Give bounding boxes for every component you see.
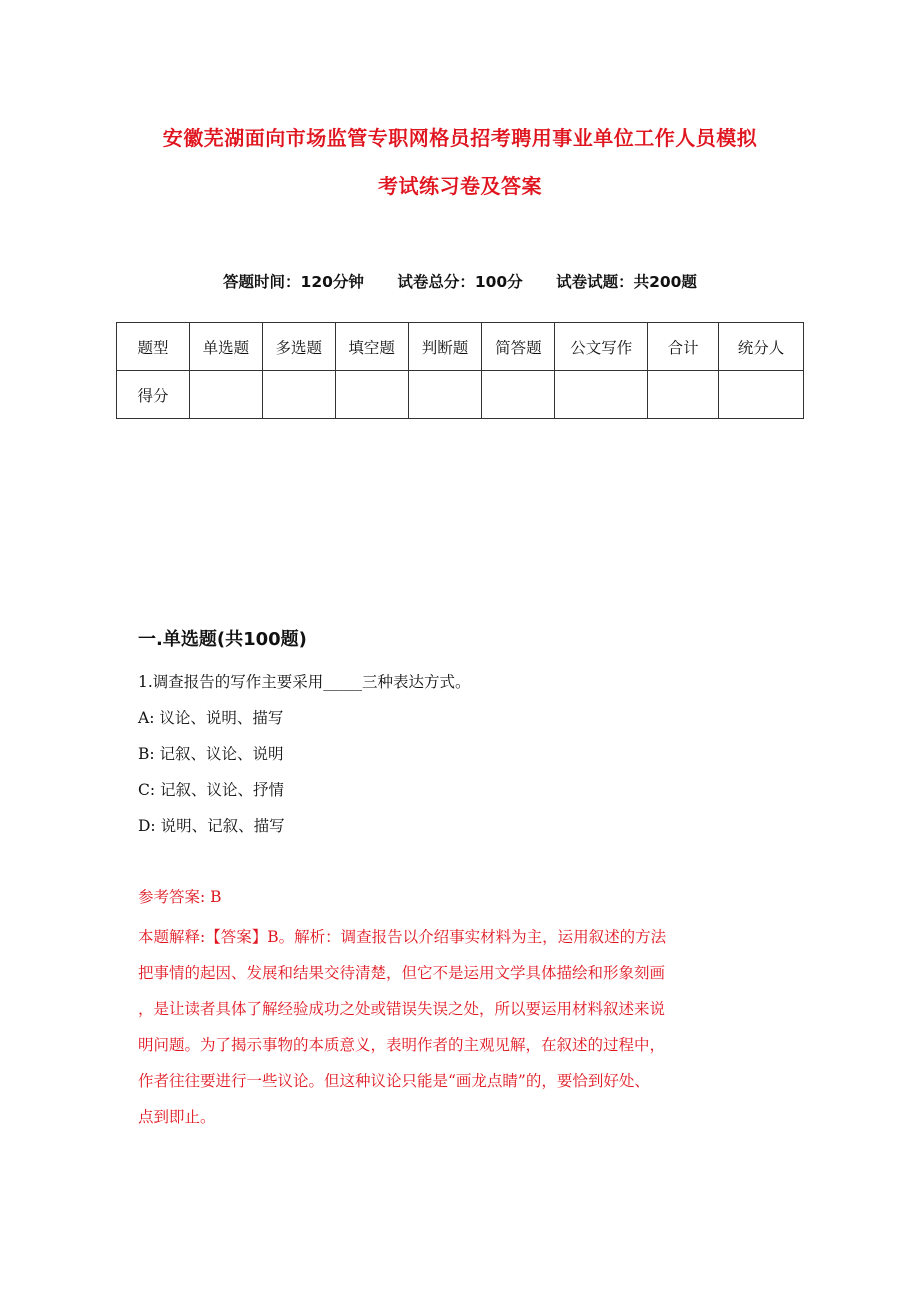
option-b: B: 记叙、议论、说明	[138, 745, 284, 763]
score-table-header-row	[117, 323, 804, 371]
explanation-line: 作者往往要进行一些议论。但这种议论只能是“画龙点睛”的，要恰到好处、	[138, 1072, 650, 1090]
score-cell	[719, 371, 804, 419]
question-stem: 1.调查报告的写作主要采用_____三种表达方式。	[138, 673, 471, 691]
score-cell	[335, 371, 408, 419]
answer-explanation	[138, 919, 788, 1135]
explanation-line: ，是让读者具体了解经验成功之处或错误失误之处，所以要运用材料叙述来说	[138, 1000, 666, 1018]
score-cell	[482, 371, 555, 419]
header-cell-type: 题型	[117, 323, 190, 371]
header-cell-multiple-choice: 多选题	[262, 323, 335, 371]
score-table	[116, 322, 804, 419]
score-cell	[189, 371, 262, 419]
header-cell-short-answer: 简答题	[482, 323, 555, 371]
explanation-line: 把事情的起因、发展和结果交待清楚，但它不是运用文学具体描绘和形象刻画	[138, 964, 666, 982]
explanation-line: 明问题。为了揭示事物的本质意义，表明作者的主观见解，在叙述的过程中，	[138, 1036, 666, 1054]
reference-answer: 参考答案: B	[138, 888, 222, 906]
header-cell-true-false: 判断题	[408, 323, 482, 371]
row-label-score: 得分	[117, 371, 190, 419]
score-cell	[648, 371, 719, 419]
section-title: 一.单选题(共100题)	[138, 629, 307, 650]
score-table-score-row	[117, 371, 804, 419]
option-a: A: 议论、说明、描写	[138, 709, 284, 727]
exam-time: 答题时间：120分钟	[223, 273, 364, 291]
exam-meta	[0, 270, 920, 292]
score-cell	[262, 371, 335, 419]
header-cell-total: 合计	[648, 323, 719, 371]
header-cell-scorer: 统分人	[719, 323, 804, 371]
exam-question-count: 试卷试题：共200题	[556, 273, 697, 291]
option-c: C: 记叙、议论、抒情	[138, 781, 285, 799]
explanation-line: 点到即止。	[138, 1108, 216, 1126]
document-title-line-1: 安徽芜湖面向市场监管专职网格员招考聘用事业单位工作人员模拟	[162, 126, 758, 150]
exam-total-score: 试卷总分：100分	[397, 273, 523, 291]
explanation-line: 本题解释:【答案】B。解析：调查报告以介绍事实材料为主，运用叙述的方法	[138, 928, 667, 946]
header-cell-single-choice: 单选题	[189, 323, 262, 371]
score-cell	[555, 371, 648, 419]
header-cell-official-writing: 公文写作	[555, 323, 648, 371]
score-cell	[408, 371, 482, 419]
option-d: D: 说明、记叙、描写	[138, 817, 285, 835]
header-cell-fill-blank: 填空题	[335, 323, 408, 371]
document-title-line-2: 考试练习卷及答案	[378, 174, 542, 198]
